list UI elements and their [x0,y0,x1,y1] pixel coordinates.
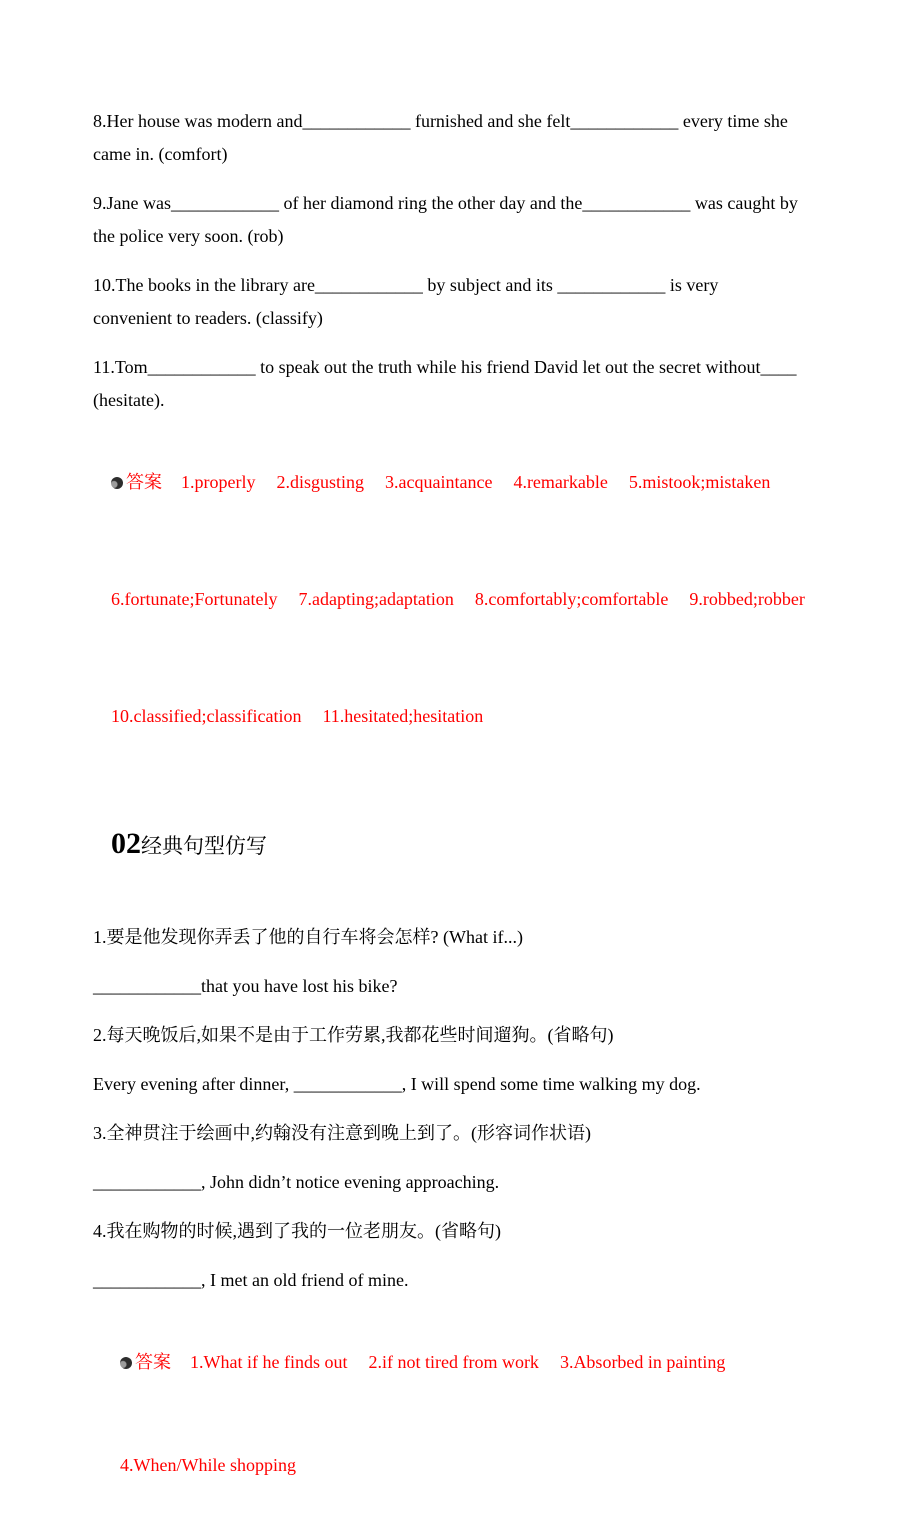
vocab-question-8 [93,105,842,171]
pattern-item-2-stem [93,1068,842,1101]
answer-bullet-icon [111,477,123,489]
answer-item: 9.robbed;robber [689,589,805,609]
pattern-stem: ____________, I met an old friend of mine. [93,1270,409,1290]
answer-item: 10.classified;classification [111,706,302,726]
answer-item: 3.acquaintance [385,472,493,492]
vocab-question-9 [93,187,842,253]
pattern-stem: ____________, John didn’t notice evening approaching. [93,1172,500,1192]
pattern-answers [93,1313,842,1515]
vocab-answers-row-2 [93,550,842,649]
answer-item: 1.properly [181,472,256,492]
vocab-answers-row-1 [93,433,842,532]
answer-item: 8.comfortably;comfortable [474,589,669,609]
pattern-prompt: 4.我在购物的时候,遇到了我的一位老朋友。(省略句) [93,1221,501,1241]
section-title: 经典句型仿写 [141,834,267,858]
pattern-item-4-prompt [93,1215,842,1248]
pattern-item-2-prompt [93,1019,842,1052]
pattern-answers-row-2 [93,1416,842,1515]
answer-label: 答案 [126,472,162,492]
answer-item: 3.Absorbed in painting [559,1352,726,1372]
pattern-item-1-prompt [93,921,842,954]
question-line: 9.Jane was____________ of her diamond ring the other day and the____________ was caught by [93,193,798,213]
pattern-prompt: 1.要是他发现你弄丢了他的自行车将会怎样? (What if...) [93,927,523,947]
pattern-item-3-stem [93,1166,842,1199]
section-header [93,784,842,907]
question-line: convenient to readers. (classify) [93,308,323,328]
section-number: 02 [111,827,141,860]
pattern-stem: Every evening after dinner, ____________, I will spend some time walking my dog. [93,1074,701,1094]
pattern-item-3-prompt [93,1117,842,1150]
answer-bullet-icon [120,1357,132,1369]
answer-item: 2.disgusting [276,472,364,492]
answer-item: 11.hesitated;hesitation [322,706,484,726]
answer-label: 答案 [135,1352,171,1372]
question-line: the police very soon. (rob) [93,226,284,246]
pattern-answers-row-1 [93,1313,842,1412]
answer-item: 4.When/While shopping [120,1455,296,1475]
pattern-stem: ____________that you have lost his bike? [93,976,398,996]
answer-item: 6.fortunate;Fortunately [111,589,278,609]
answer-item: 4.remarkable [513,472,608,492]
question-line: came in. (comfort) [93,144,228,164]
question-line: 8.Her house was modern and____________ furnished and she felt____________ every time she [93,111,788,131]
question-line: (hesitate). [93,390,165,410]
answer-item: 1.What if he finds out [190,1352,348,1372]
vocab-answers-row-3 [93,667,842,766]
pattern-prompt: 2.每天晚饭后,如果不是由于工作劳累,我都花些时间遛狗。(省略句) [93,1025,614,1045]
pattern-item-4-stem [93,1264,842,1297]
question-line: 11.Tom____________ to speak out the truth while his friend David let out the secret without____ [93,357,797,377]
pattern-prompt: 3.全神贯注于绘画中,约翰没有注意到晚上到了。(形容词作状语) [93,1123,591,1143]
vocab-question-10 [93,269,842,335]
question-line: 10.The books in the library are____________ by subject and its ____________ is very [93,275,719,295]
answer-item: 2.if not tired from work [368,1352,539,1372]
answer-item: 7.adapting;adaptation [298,589,454,609]
vocab-question-11 [93,351,842,417]
pattern-item-1-stem [93,970,842,1003]
answer-item: 5.mistook;mistaken [628,472,771,492]
